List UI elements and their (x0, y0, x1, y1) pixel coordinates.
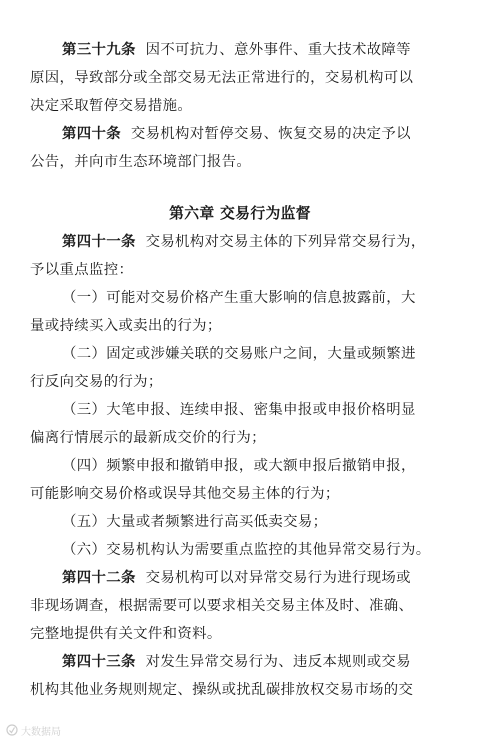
article-41-line-2: 予以重点监控： (30, 262, 134, 278)
article-41-item-5: （五）大量或者频繁进行高买低卖交易； (62, 514, 328, 530)
article-41-label: 第四十一条 (62, 234, 136, 250)
article-41-item-2-line-1: （二）固定或涉嫌关联的交易账户之间，大量或频繁进 (62, 346, 416, 362)
article-40-label: 第四十条 (62, 126, 121, 142)
article-41-item-2-line-2: 行反向交易的行为； (30, 374, 163, 390)
watermark (6, 722, 61, 738)
article-41-text-1: 交易机构对交易主体的下列异常交易行为， (145, 234, 426, 250)
watermark-logo-icon (6, 724, 18, 736)
article-42-line-1 (62, 568, 411, 588)
article-41-item-6: （六）交易机构认为需要重点监控的其他异常交易行为。 (62, 542, 431, 558)
article-41-line-1 (62, 232, 426, 252)
article-39-text-1: 因不可抗力、意外事件、重大技术故障等 (145, 42, 411, 58)
article-40-line-2: 公告，并向市生态环境部门报告。 (30, 154, 252, 170)
article-40-text-1: 交易机构对暂停交易、恢复交易的决定予以 (130, 126, 411, 142)
article-40-line-1 (62, 124, 411, 144)
article-41-item-1-line-2: 量或持续买入或卖出的行为； (30, 318, 222, 334)
article-41-item-4-line-1: （四）频繁申报和撤销申报，或大额申报后撤销申报， (62, 458, 416, 474)
article-41-item-3-line-1: （三）大笔申报、连续申报、密集申报或申报价格明显 (62, 402, 416, 418)
watermark-text: 大数据局 (21, 726, 61, 738)
chapter-6-heading: 第六章 交易行为监督 (169, 205, 311, 222)
article-43-line-1 (62, 652, 411, 672)
article-43-text-1: 对发生异常交易行为、违反本规则或交易 (145, 654, 411, 670)
article-39-line-3: 决定采取暂停交易措施。 (30, 98, 193, 114)
article-41-item-1-line-1: （一）可能对交易价格产生重大影响的信息披露前，大 (62, 290, 416, 306)
article-42-line-2: 非现场调查，根据需要可以要求相关交易主体及时、准确、 (30, 598, 414, 614)
article-39-line-2: 原因，导致部分或全部交易无法正常进行的，交易机构可以 (30, 70, 414, 86)
article-43-line-2: 机构其他业务规则规定、操纵或扰乱碳排放权交易市场的交 (30, 682, 414, 698)
article-39-line-1 (62, 40, 411, 60)
article-39-label: 第三十九条 (62, 42, 136, 58)
article-43-label: 第四十三条 (62, 654, 136, 670)
article-41-item-3-line-2: 偏离行情展示的最新成交价的行为； (30, 430, 266, 446)
article-42-label: 第四十二条 (62, 570, 136, 586)
article-42-line-3: 完整地提供有关文件和资料。 (30, 626, 222, 642)
article-41-item-4-line-2: 可能影响交易价格或误导其他交易主体的行为； (30, 486, 340, 502)
article-42-text-1: 交易机构可以对异常交易行为进行现场或 (145, 570, 411, 586)
